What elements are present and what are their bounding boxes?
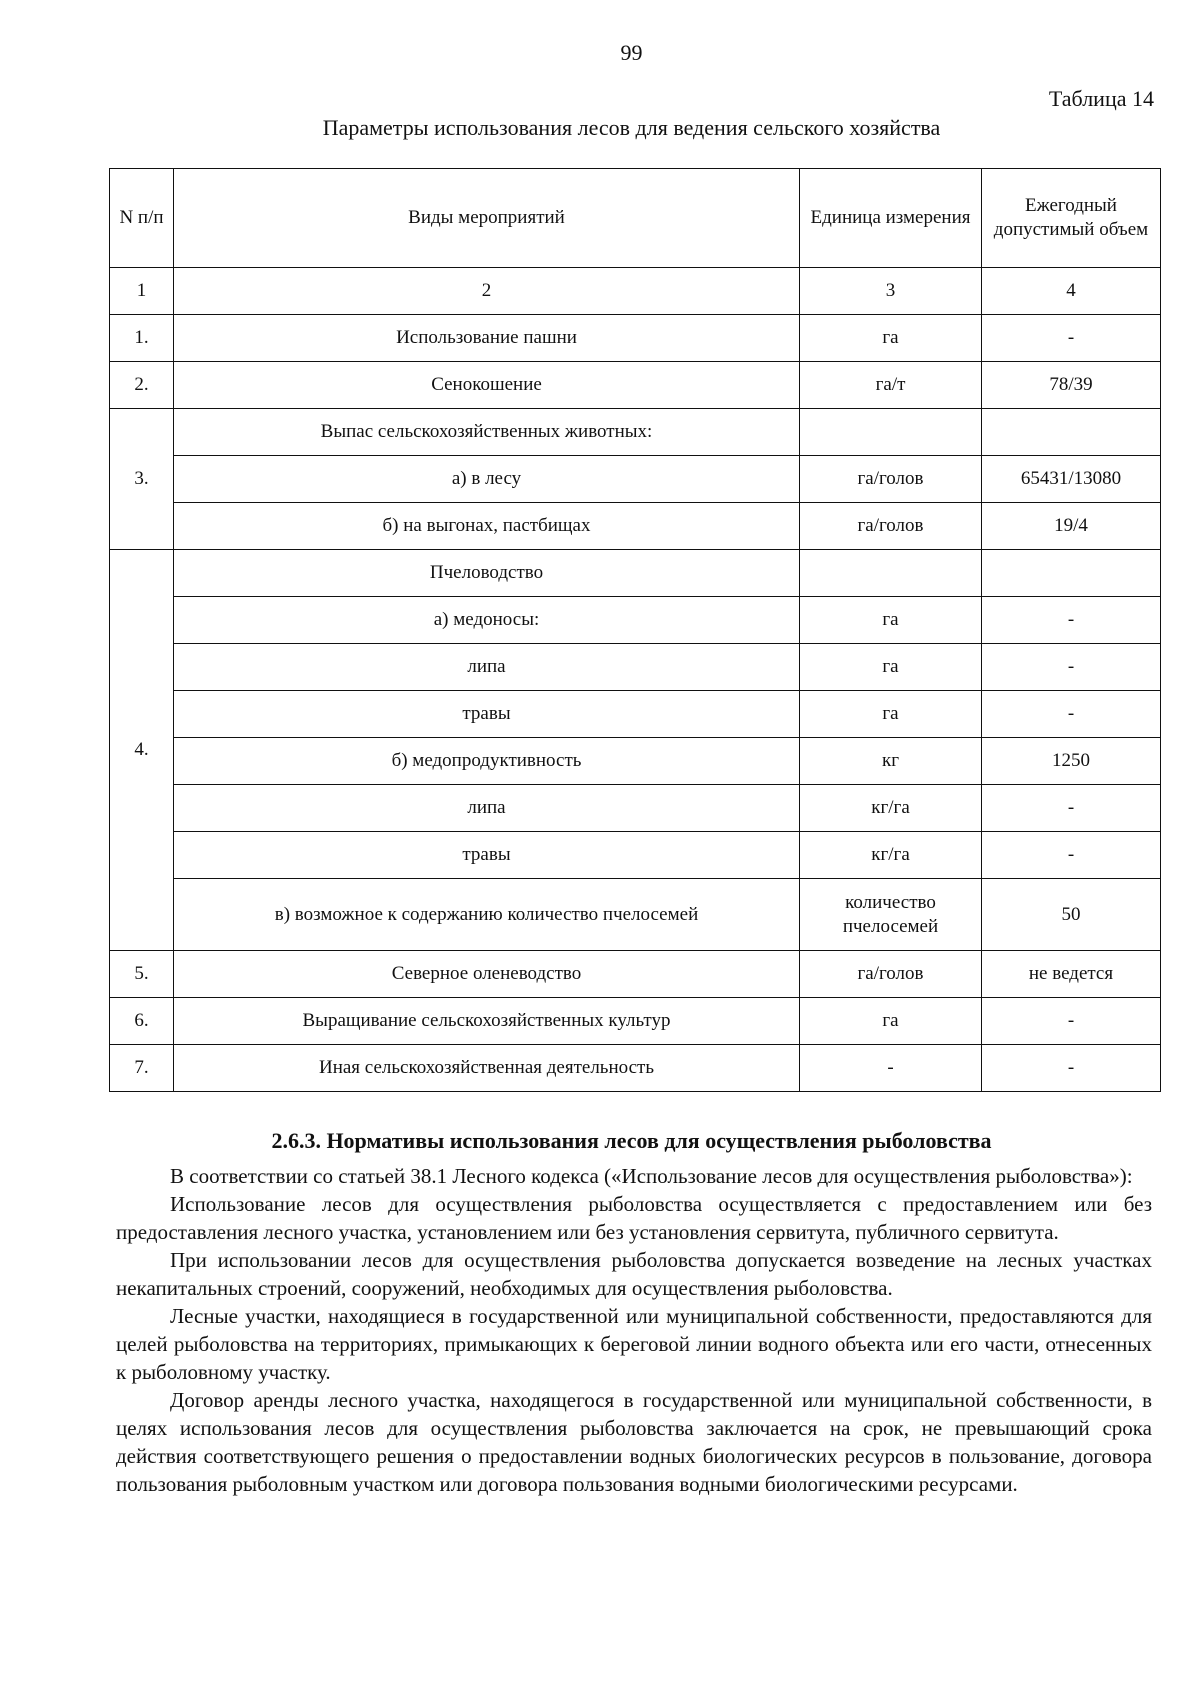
table-title: Параметры использования лесов для ведения сельского хозяйства <box>322 115 941 140</box>
row-volume <box>982 550 1161 597</box>
row-unit: - <box>800 1045 982 1092</box>
row-volume: 65431/13080 <box>982 456 1161 503</box>
row-activity: Выпас сельскохозяйственных животных: <box>174 409 800 456</box>
table-label: Таблица 14 <box>1048 86 1154 111</box>
row-unit: кг <box>800 738 982 785</box>
table-subrow <box>110 644 1161 691</box>
row-unit: количество пчелосемей <box>800 879 982 951</box>
row-num: 6. <box>110 998 174 1045</box>
row-volume: - <box>982 832 1161 879</box>
header-num: N п/п <box>110 169 174 268</box>
row-unit: га/голов <box>800 503 982 550</box>
row-volume: не ведется <box>982 951 1161 998</box>
table-subrow <box>110 597 1161 644</box>
table-header-row <box>110 169 1161 268</box>
table-index-row <box>110 268 1161 315</box>
table-subrow <box>110 832 1161 879</box>
row-volume: 1250 <box>982 738 1161 785</box>
params-table <box>109 168 1161 1092</box>
row-activity: а) медоносы: <box>174 597 800 644</box>
table-subrow <box>110 503 1161 550</box>
row-activity: Выращивание сельскохозяйственных культур <box>174 998 800 1045</box>
row-activity: липа <box>174 785 800 832</box>
row-unit: га <box>800 315 982 362</box>
row-volume: - <box>982 691 1161 738</box>
row-volume: - <box>982 1045 1161 1092</box>
row-volume: - <box>982 597 1161 644</box>
row-volume <box>982 409 1161 456</box>
row-num: 3. <box>110 409 174 550</box>
paragraph: Лесные участки, находящиеся в государственной или муниципальной собственности, предоставляются для целей рыболовства на территориях, примыкающих к береговой линии водного объекта или его части, отнесенных к рыболовному участку. <box>116 1304 1152 1384</box>
row-activity: б) на выгонах, пастбищах <box>174 503 800 550</box>
header-activity: Виды мероприятий <box>174 169 800 268</box>
paragraph: В соответствии со статьей 38.1 Лесного кодекса («Использование лесов для осуществления рыболовства»): <box>170 1164 1133 1188</box>
row-activity: Сенокошение <box>174 362 800 409</box>
row-activity: травы <box>174 691 800 738</box>
row-activity: травы <box>174 832 800 879</box>
row-unit: га/т <box>800 362 982 409</box>
index-cell: 3 <box>800 268 982 315</box>
table-row <box>110 315 1161 362</box>
row-volume: 50 <box>982 879 1161 951</box>
section-body <box>116 1162 1152 1498</box>
header-unit: Единица измерения <box>800 169 982 268</box>
row-unit: га <box>800 998 982 1045</box>
page-number: 99 <box>620 40 643 65</box>
row-activity: Использование пашни <box>174 315 800 362</box>
table-subrow <box>110 738 1161 785</box>
row-volume: 78/39 <box>982 362 1161 409</box>
row-unit: га <box>800 644 982 691</box>
row-unit: кг/га <box>800 785 982 832</box>
index-cell: 1 <box>110 268 174 315</box>
row-num: 7. <box>110 1045 174 1092</box>
table-subrow <box>110 456 1161 503</box>
table-subrow <box>110 785 1161 832</box>
row-unit: кг/га <box>800 832 982 879</box>
row-unit <box>800 550 982 597</box>
row-unit <box>800 409 982 456</box>
table-row <box>110 409 1161 456</box>
row-activity: в) возможное к содержанию количество пчелосемей <box>174 879 800 951</box>
row-volume: - <box>982 998 1161 1045</box>
row-unit: га/голов <box>800 456 982 503</box>
paragraph: Договор аренды лесного участка, находящегося в государственной или муниципальной собственности, в целях использования лесов для осуществления рыболовства заключается на срок, не превышающий срока действия соответствующего решения о предоставлении водных биологических ресурсов в пользование, договора пользования рыболовным участком или договора пользования водными биологическими ресурсами. <box>116 1388 1152 1496</box>
row-unit: га/голов <box>800 951 982 998</box>
row-volume: 19/4 <box>982 503 1161 550</box>
table-row <box>110 550 1161 597</box>
section-heading: 2.6.3. Нормативы использования лесов для осуществления рыболовства <box>271 1128 992 1153</box>
row-activity: Иная сельскохозяйственная деятельность <box>174 1045 800 1092</box>
index-cell: 4 <box>982 268 1161 315</box>
row-num: 1. <box>110 315 174 362</box>
row-activity: Пчеловодство <box>174 550 800 597</box>
table-row <box>110 1045 1161 1092</box>
row-activity: липа <box>174 644 800 691</box>
row-num: 4. <box>110 550 174 951</box>
row-activity: а) в лесу <box>174 456 800 503</box>
row-unit: га <box>800 691 982 738</box>
row-num: 2. <box>110 362 174 409</box>
table-row <box>110 998 1161 1045</box>
row-num: 5. <box>110 951 174 998</box>
row-unit: га <box>800 597 982 644</box>
row-activity: б) медопродуктивность <box>174 738 800 785</box>
header-volume: Ежегодный допустимый объем <box>982 169 1161 268</box>
table-subrow <box>110 691 1161 738</box>
paragraph: Использование лесов для осуществления рыболовства осуществляется с предоставлением или без предоставления лесного участка, установлением или без установления сервитута, публичного сервитута. <box>116 1192 1152 1244</box>
table-subrow <box>110 879 1161 951</box>
index-cell: 2 <box>174 268 800 315</box>
row-volume: - <box>982 785 1161 832</box>
paragraph: При использовании лесов для осуществления рыболовства допускается возведение на лесных участках некапитальных строений, сооружений, необходимых для осуществления рыболовства. <box>116 1248 1152 1300</box>
row-activity: Северное оленеводство <box>174 951 800 998</box>
row-volume: - <box>982 644 1161 691</box>
table-row <box>110 951 1161 998</box>
table-row <box>110 362 1161 409</box>
row-volume: - <box>982 315 1161 362</box>
